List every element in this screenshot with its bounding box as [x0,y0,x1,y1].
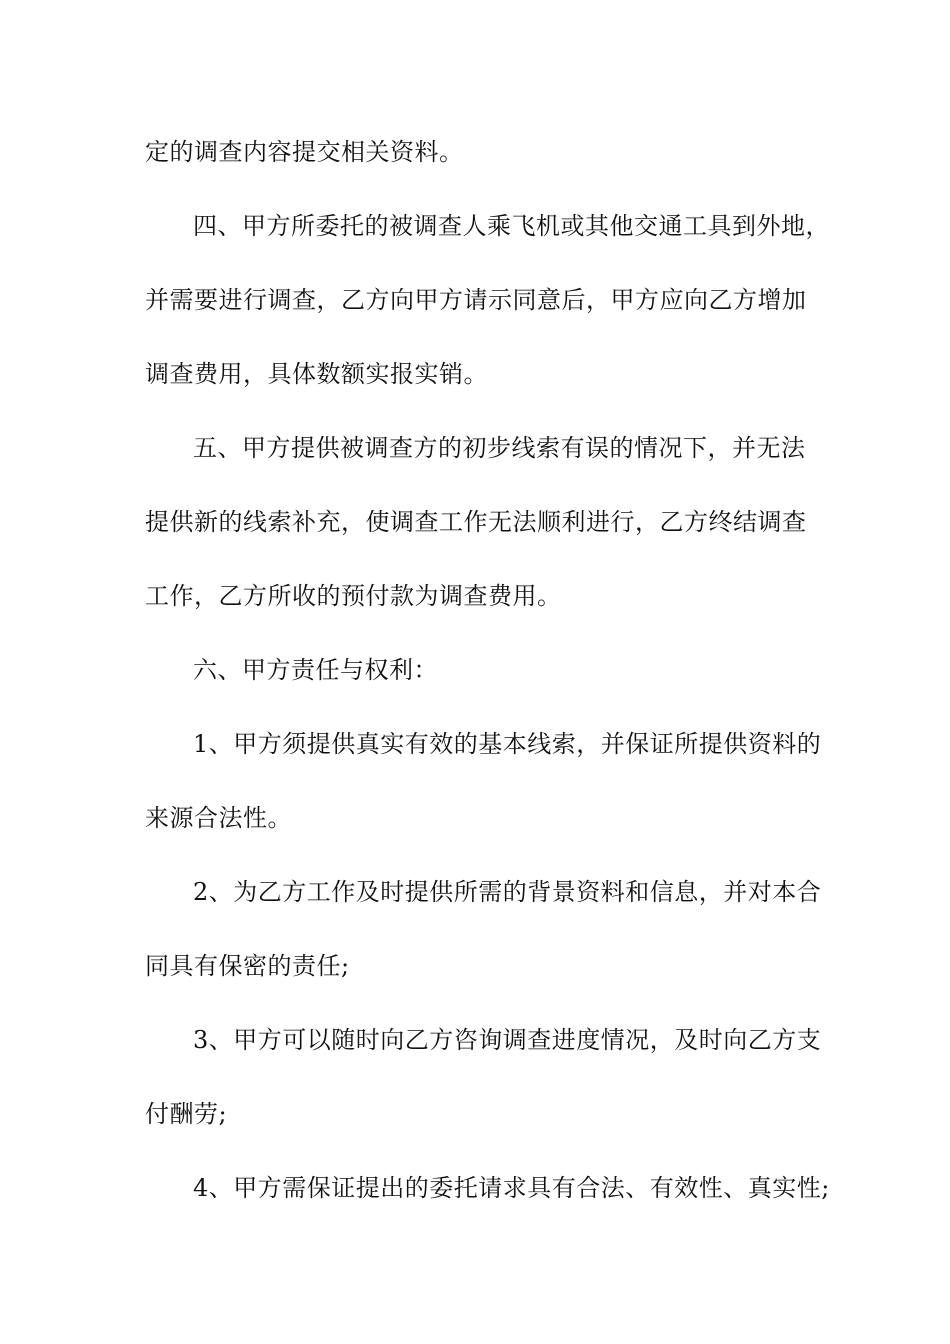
text-line: 调查费用，具体数额实报实销。 [145,360,488,388]
text-line: 定的调查内容提交相关资料。 [145,138,464,166]
text-line: 4、甲方需保证提出的委托请求具有合法、有效性、真实性; [193,1174,830,1202]
text-line: 同具有保密的责任; [145,952,350,980]
document-body [145,128,830,1238]
text-line: 提供新的线索补充，使调查工作无法顺利进行，乙方终结调查 [145,508,807,536]
text-line: 并需要进行调查，乙方向甲方请示同意后，甲方应向乙方增加 [145,286,807,314]
text-line: 付酬劳; [145,1100,228,1128]
text-line: 来源合法性。 [145,804,292,832]
text-line: 四、甲方所委托的被调查人乘飞机或其他交通工具到外地， [193,212,830,240]
text-line: 工作，乙方所收的预付款为调查费用。 [145,582,562,610]
text-line: 五、甲方提供被调查方的初步线索有误的情况下，并无法 [193,434,806,462]
text-line: 六、甲方责任与权利： [193,656,438,684]
text-line: 3、甲方可以随时向乙方咨询调查进度情况，及时向乙方支 [193,1026,822,1054]
text-line: 1、甲方须提供真实有效的基本线索，并保证所提供资料的 [193,730,822,758]
text-line: 2、为乙方工作及时提供所需的背景资料和信息，并对本合 [193,878,822,906]
